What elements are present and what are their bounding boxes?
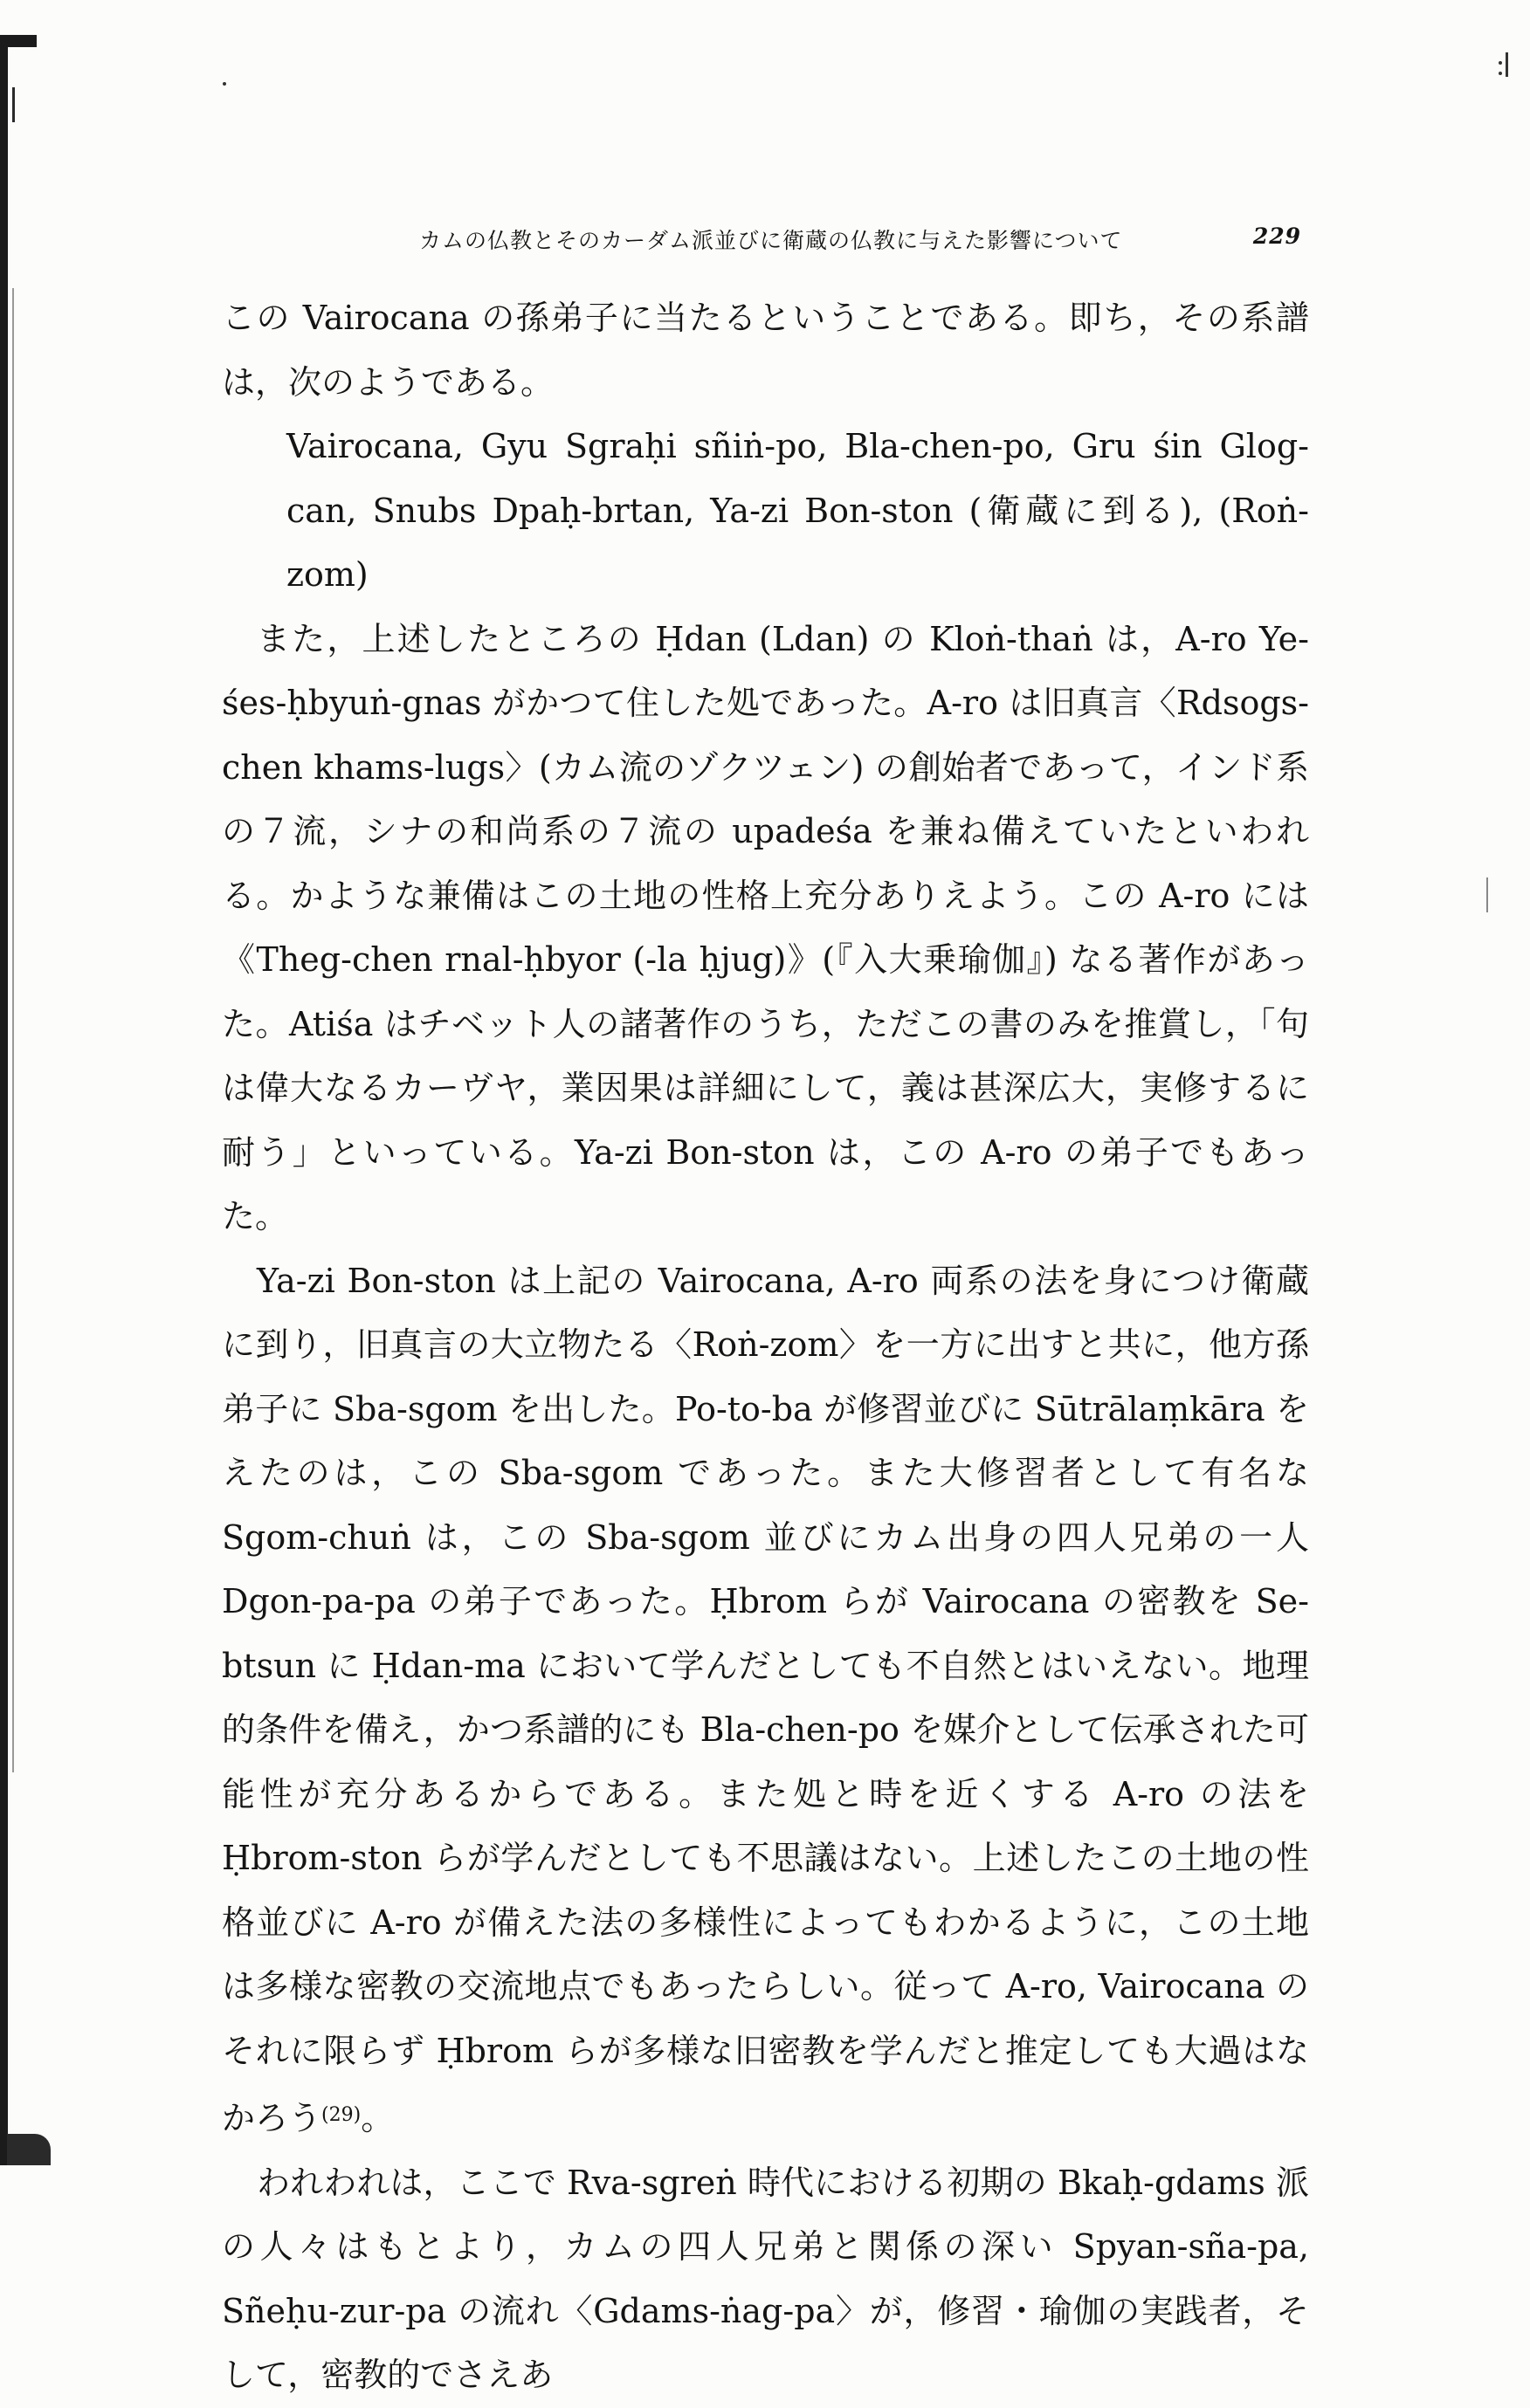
running-head [419,224,1301,255]
paragraph-text: Ya-zi Bon-ston は上記の Vairocana, A-ro 両系の法を身につけ衛蔵に到り，旧真言の大立物たる〈Roṅ-zom〉を一方に出すと共に，他方孫弟子に Sba-sgom を出した。Po-to-ba が修習並びに Sūtrālaṃkāra をえたのは，この Sba-sgom であった。また大修習者として有名な Sgom-chuṅ は，この Sba-sgom 並びにカム出身の四人兄弟の一人 Dgon-pa-pa の弟子であった。Ḥbrom らが Vairocana の密教を Se-btsun に Ḥdan-ma において学んだとしても不自然とはいえない。地理的条件を備え，かつ系譜的にも Bla-chen-po を媒介として伝承された可能性が充分あるからである。また処と時を近くする A-ro の法を Ḥbrom-ston らが学んだとしても不思議はない。上述したこの土地の性格並びに A-ro が備えた法の多様性によってもわかるように，この土地は多様な密教の交流地点でもあったらしい。従って A-ro, Vairocana のそれに限らず Ḥbrom らが多様な旧密教を学んだと推定しても大過はなかろう [222,1261,1309,2137]
scan-speck [1506,52,1508,77]
paragraph: われわれは，ここで Rva-sgreṅ 時代における初期の Bkaḥ-gdams 派の人々はもとより，カムの四人兄弟と関係の深い Spyan-sña-pa, Sñeḥu-zur-pa の流れ〈Gdams-ṅag-pa〉が，修習・瑜伽の実践者，そして，密教的でさえあ [222,2163,1309,2394]
scan-speck [223,82,226,86]
scan-speck [1499,72,1502,75]
lineage-list: Vairocana, Gyu Sgraḥi sñiṅ-po, Bla-chen-po, Gru śin Glog-can, Snubs Dpaḥ-brtan, Ya-zi Bon-ston (衛蔵に到る), (Roṅ-zom) [286,427,1309,594]
binding-edge-mark [12,288,14,1772]
paragraph: この Vairocana の孫弟子に当たるということである。即ち，その系譜は，次のようである。 [222,299,1309,402]
scan-speck [1499,61,1502,65]
paragraph [222,1249,1309,2151]
scan-corner-blot [7,2134,51,2165]
paragraph-end: 。 [361,2099,395,2137]
binding-edge-mark [12,87,15,122]
footnote-ref: (29) [321,2104,362,2126]
paragraph: また，上述したところの Ḥdan (Ldan) の Kloṅ-thaṅ は，A-ro Ye-śes-ḥbyuṅ-gnas がかつて住した処であった。A-ro は旧真言〈Rdsogs-chen khams-lugs〉(カム流のゾクツェン) の創始者であって，インド系の７流，シナの和尚系の７流の upadeśa を兼ね備えていたといわれる。かような兼備はこの土地の性格上充分ありえよう。この A-ro には《Theg-chen rnal-ḥbyor (-la ḥjug)》(『入大乗瑜伽』) なる著作があった。Atiśa はチベット人の諸著作のうち，ただこの書のみを推賞し，「句は偉大なるカーヴヤ，業因果は詳細にして，義は甚深広大，実修するに耐う」といっている。Ya-zi Bon-ston は，この A-ro の弟子でもあった。 [222,619,1309,1235]
binding-edge-mark [0,35,37,47]
body-text [222,286,1309,2408]
page-binding-edge [0,35,8,2165]
scan-speck [1486,877,1488,912]
page-number: 229 [1252,224,1301,249]
running-head-title: カムの仏教とそのカーダム派並びに衛蔵の仏教に与えた影響について [419,228,1123,253]
